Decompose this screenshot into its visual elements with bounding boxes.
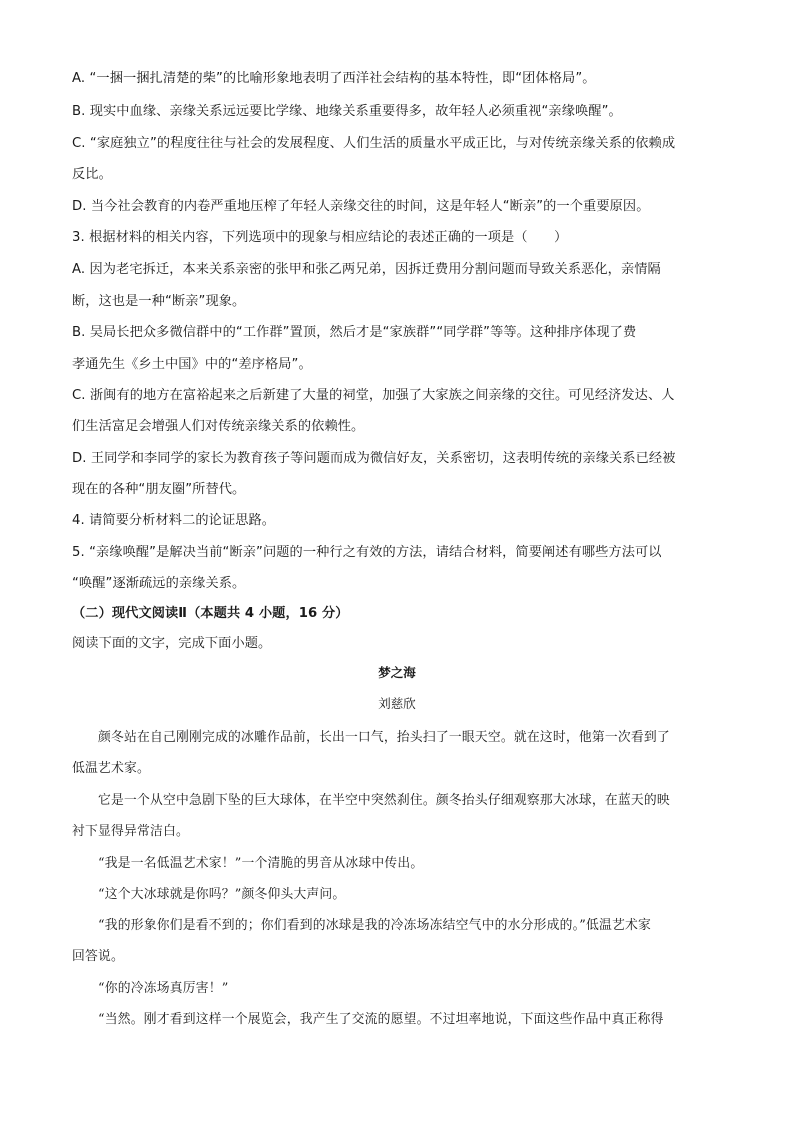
section-instruction: 阅读下面的文字，完成下面小题。 — [72, 636, 272, 651]
q4-stem: 4. 请简要分析材料二的论证思路。 — [72, 513, 276, 528]
story-p1-line1: 颜冬站在自己刚刚完成的冰雕作品前，长出一口气，抬头扫了一眼天空。就在这时，他第一次看到了 — [98, 730, 670, 745]
story-p3: “我是一名低温艺术家！”一个清脆的男音从冰球中传出。 — [98, 856, 424, 871]
story-p4: “这个大冰球就是你吗？”颜冬仰头大声问。 — [98, 887, 346, 902]
q3-option-c-line2: 们生活富足会增强人们对传统亲缘关系的依赖性。 — [72, 419, 365, 434]
story-p5-line2: 回答说。 — [72, 949, 124, 964]
section-heading: （二）现代文阅读Ⅱ（本题共 4 小题，16 分） — [72, 606, 349, 621]
q3-option-c-line1: C. 浙闽有的地方在富裕起来之后新建了大量的祠堂，加强了大家族之间亲缘的交往。可见经济发达、人 — [72, 388, 675, 403]
story-p6: “你的冷冻场真厉害！” — [98, 981, 229, 996]
story-p2-line2: 衬下显得异常洁白。 — [72, 824, 189, 839]
q3-option-b-line1: B. 吴局长把众多微信群中的“工作群”置顶，然后才是“家族群”“同学群”等等。这种排序体现了费 — [72, 325, 637, 340]
q3-stem: 3. 根据材料的相关内容，下列选项中的现象与相应结论的表述正确的一项是（ ） — [72, 230, 568, 245]
q2-option-a: A. “一捆一捆扎清楚的柴”的比喻形象地表明了西洋社会结构的基本特性，即“团体格局”。 — [72, 71, 596, 86]
story-p5-line1: “我的形象你们是看不到的；你们看到的冰球是我的冷冻场冻结空气中的水分形成的。”低温艺术家 — [98, 918, 651, 933]
q3-option-a-line2: 断，这也是一种“断亲”现象。 — [72, 294, 246, 309]
q2-option-b: B. 现实中血缘、亲缘关系远远要比学缘、地缘关系重要得多，故年轻人必须重视“亲缘唤醒”。 — [72, 104, 622, 119]
story-p1-line2: 低温艺术家。 — [72, 761, 150, 776]
q3-option-d-line2: 现在的各种“朋友圈”所替代。 — [72, 482, 246, 497]
q5-line2: “唤醒”逐渐疏远的亲缘关系。 — [72, 576, 246, 591]
story-title: 梦之海 — [378, 665, 416, 680]
q2-option-c-line2: 反比。 — [72, 167, 112, 182]
q2-option-c-line1: C. “家庭独立”的程度往往与社会的发展程度、人们生活的质量水平成正比，与对传统亲缘关系的依赖成 — [72, 136, 676, 151]
q2-option-d: D. 当今社会教育的内卷严重地压榨了年轻人亲缘交往的时间，这是年轻人“断亲”的一个重要原因。 — [72, 199, 650, 214]
q3-option-d-line1: D. 王同学和李同学的家长为教育孩子等问题而成为微信好友，关系密切，这表明传统的亲缘关系已经被 — [72, 451, 676, 466]
q3-option-b-line2: 孝通先生《乡土中国》中的“差序格局”。 — [72, 357, 312, 372]
story-p7: “当然。刚才看到这样一个展览会，我产生了交流的愿望。不过坦率地说，下面这些作品中真正称得 — [98, 1012, 664, 1027]
story-p2-line1: 它是一个从空中急剧下坠的巨大球体，在半空中突然刹住。颜冬抬头仔细观察那大冰球，在蓝天的映 — [98, 793, 670, 808]
q3-option-a-line1: A. 因为老宅拆迁，本来关系亲密的张甲和张乙两兄弟，因拆迁费用分割问题而导致关系恶化，亲情隔 — [72, 262, 661, 277]
story-author: 刘慈欣 — [378, 696, 416, 711]
q5-line1: 5. “亲缘唤醒”是解决当前“断亲”问题的一种行之有效的方法，请结合材料，简要阐述有哪些方法可以 — [72, 545, 662, 560]
